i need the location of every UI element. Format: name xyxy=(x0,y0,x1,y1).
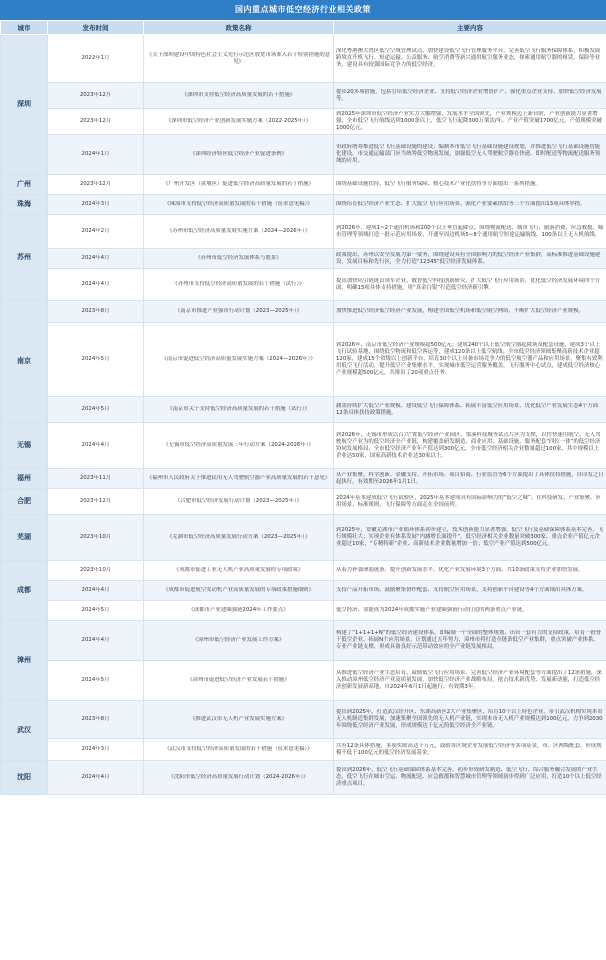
content-cell-text: 共有12条具体措施，多项奖励高达千万元，鼓励各区域企业发展低空经济等多项基金，市、区两级配套，形成规模不低于100亿元的低空经济发展基金。 xyxy=(336,742,602,756)
date-cell-text: 2023年10月 xyxy=(79,534,112,540)
city-cell: 深圳 xyxy=(1,35,48,175)
policy-name-cell xyxy=(144,269,334,301)
date-cell xyxy=(48,601,144,621)
table-row xyxy=(1,83,606,109)
policy-name-cell-text: 《成都市产业建圈强链2024年工作要点》 xyxy=(188,607,289,613)
content-cell xyxy=(334,581,606,601)
date-cell xyxy=(48,621,144,661)
policy-name-cell-text: 《福州市人民政府关于推进民用无人驾驶航空器产业高质量发展的若干意见》 xyxy=(146,475,331,481)
table-row xyxy=(1,397,606,423)
date-cell xyxy=(48,397,144,423)
city-cell: 无锡 xyxy=(1,423,48,469)
content-cell xyxy=(334,397,606,423)
policy-name-cell-text: 《南京市推进产业强市行动计划（2023—2025年）》 xyxy=(174,308,303,314)
policy-name-cell-text: 《推进武汉市无人机产业发展实施方案》 xyxy=(189,716,288,722)
table-row xyxy=(1,761,606,795)
date-cell xyxy=(48,175,144,195)
policy-name-cell xyxy=(144,249,334,269)
content-cell xyxy=(334,269,606,301)
date-cell xyxy=(48,561,144,581)
policy-name-cell-text: 《沈阳市低空经济高质量发展行动计划（2024-2026年）》 xyxy=(168,774,309,780)
policy-name-cell-text: 《深圳经济特区低空经济产业促进条例》 xyxy=(189,151,288,157)
date-cell-text: 2024年1月 xyxy=(81,151,110,157)
date-cell xyxy=(48,661,144,701)
table-row xyxy=(1,621,606,661)
city-cell: 成都 xyxy=(1,561,48,621)
date-cell xyxy=(48,269,144,301)
policy-name-cell-text: 《无锡市低空经济高质量发展三年行动方案（2024-2026年）》 xyxy=(163,442,314,448)
content-cell-text: 加快推进低空经济低空经济产业发展，构建全国低空机场和低空航空网络，不断扩大低空经济产业规模。 xyxy=(336,308,584,314)
policy-name-cell-text: 《合肥市低空经济发展行动计划（2023—2025年）》 xyxy=(174,498,303,504)
date-cell-text: 2023年12月 xyxy=(79,118,112,124)
content-cell-text: 从推进低空经济产业生态培育、鼓励低空飞行应用场景、完善低空经济产业环境配套等方面提出了12条措施，深入推动漳州低空经济产业高质量发展，加快低空经济产业战略布局，抢占技术新优势、发展新动能，打造低空经济创新发展新高地，自2024年6月1日起施行，有效期3年。 xyxy=(336,670,602,690)
table-row xyxy=(1,701,606,739)
date-cell xyxy=(48,301,144,323)
date-cell-text: 2023年12月 xyxy=(79,181,112,187)
table-row xyxy=(1,195,606,215)
content-cell-text: 提出加快培引链链首领军企业、数智低空科技创新研究、扩大低空飞行应用场景、优化低空经济发展环境四个方面，明确15项具体支持措施，用“真金白银”打造低空经济新引擎。 xyxy=(336,277,601,291)
date-cell-text: 2024年4月 xyxy=(81,774,110,780)
date-cell xyxy=(48,701,144,739)
policy-name-cell-text: 《南京市关于支持低空经济高质量发展的若干措施（试行）》 xyxy=(167,406,310,412)
table-body xyxy=(1,35,606,795)
content-cell-text: 围绕培育低空经济产业生态、扩大低空飞行应用场景、强化产业要素供给等三个方面提出13项具体举措。 xyxy=(336,201,586,207)
date-cell xyxy=(48,515,144,561)
table-row xyxy=(1,109,606,135)
date-cell xyxy=(48,195,144,215)
policy-name-cell-text: 《关于深圳建设中国特色社会主义先行示范区放宽市场准入若干特别措施的意见》 xyxy=(146,51,331,65)
content-cell xyxy=(334,739,606,761)
content-cell xyxy=(334,35,606,83)
policy-name-cell xyxy=(144,601,334,621)
policy-name-cell-text: 《漳州市低空经济产业发展工作方案》 xyxy=(192,637,285,643)
policy-name-cell xyxy=(144,761,334,795)
table-row xyxy=(1,249,606,269)
content-cell xyxy=(334,661,606,701)
date-cell-text: 2024年4月 xyxy=(81,637,110,643)
date-cell-text: 2024年4月 xyxy=(81,442,110,448)
city-cell: 福州 xyxy=(1,469,48,489)
date-cell xyxy=(48,423,144,469)
date-cell-text: 2024年3月 xyxy=(81,746,110,752)
policy-name-cell-text: 《苏州市低空经济高质量发展实施方案（2024—2026年）》 xyxy=(166,228,311,234)
content-cell xyxy=(334,249,606,269)
content-cell-text: 围绕基础设施扶持、低空飞行服务保障、核心技术产业化扶持等方面提出一系列措施。 xyxy=(336,181,541,187)
date-cell-text: 2024年3月 xyxy=(81,201,110,207)
policy-name-cell xyxy=(144,83,334,109)
content-cell xyxy=(334,109,606,135)
content-cell-text: 低空经济、氢能成为2024年成都实施产业建圈强链行动打造的两条重点产业链。 xyxy=(336,607,528,613)
content-cell xyxy=(334,423,606,469)
policy-name-cell xyxy=(144,621,334,661)
content-cell-text: 支持产品开拓市场、鼓励聚集协作配套、支持航空应用场景，支持创新平台建设等4个方面细出具体方案。 xyxy=(336,587,588,593)
date-cell xyxy=(48,109,144,135)
date-cell xyxy=(48,739,144,761)
table-row xyxy=(1,601,606,621)
policy-name-cell xyxy=(144,195,334,215)
content-cell-text: 到2026年，建成1~2个通用机场和200个以上垂直起降点；围绕物流配送、城市飞行、旅游消费、应急救援、城市管理等领域打造一批示范应用场景，开通至周边机场5~8个通用航空短途运输航线、100条以上无人机航线。 xyxy=(336,224,604,238)
policy-name-cell xyxy=(144,175,334,195)
city-cell: 芜湖 xyxy=(1,515,48,561)
content-cell xyxy=(334,83,606,109)
policy-name-cell xyxy=(144,661,334,701)
content-cell-text: 到2025年深圳市低空经济产业实力大幅增强，发展水平全国领先，产业规模迈上新台阶，产业创新能力显著增强，全市低空飞行航线达到1000条以上，低空飞行起降300万架次/年，产业产值突破1700亿元，产值规模突破1000亿元。 xyxy=(336,111,602,131)
content-cell xyxy=(334,621,606,661)
content-cell xyxy=(334,489,606,515)
city-cell: 珠海 xyxy=(1,195,48,215)
table-row xyxy=(1,269,606,301)
date-cell xyxy=(48,83,144,109)
table-row xyxy=(1,561,606,581)
policy-name-cell-text: 《漳州市促进低空经济产业发展若干措施》 xyxy=(187,677,290,683)
policy-name-cell xyxy=(144,701,334,739)
page-title: 国内重点城市低空经济行业相关政策 xyxy=(0,0,606,20)
policy-table xyxy=(0,20,606,795)
policy-name-cell xyxy=(144,135,334,175)
table-header-row xyxy=(1,21,606,35)
date-cell xyxy=(48,469,144,489)
date-cell-text: 2023年11月 xyxy=(79,475,112,481)
policy-name-cell xyxy=(144,423,334,469)
header-content: 主要内容 xyxy=(334,21,606,35)
table-row xyxy=(1,515,606,561)
policy-name-cell-text: 《成都市促进工业无人机产业高质量发展的专项政策》 xyxy=(173,567,304,573)
content-cell-text: 提出到2025年，打造武汉经开区、东湖高新区2大产业集聚区，培育10个以上特色企业，带引武汉机构实现本市无人机制造集群发展，加速集聚全国领先的无人机产业链，实现本市无人机产业规模达到100亿元，力争到2030年围绕低空经济产业发展，形成规模达千亿元的低空经济全产业链。 xyxy=(336,709,603,729)
date-cell xyxy=(48,35,144,83)
content-cell-text: 政策提出，苏州以安全发展为第一要务，围绕建设具有全国影响力的低空经济产业集群，高标准推进基础设施建设，发展目标和先行区，全力打造“12345”低空经济发展体系。 xyxy=(336,251,601,265)
policy-name-cell xyxy=(144,397,334,423)
date-cell xyxy=(48,581,144,601)
table-row xyxy=(1,135,606,175)
date-cell xyxy=(48,135,144,175)
date-cell-text: 2024年5月 xyxy=(81,356,110,362)
table-row xyxy=(1,323,606,397)
content-cell xyxy=(334,215,606,249)
content-cell xyxy=(334,601,606,621)
table-row xyxy=(1,35,606,83)
table-row xyxy=(1,489,606,515)
policy-name-cell-text: 《深圳市支持低空经济高质量发展的若干措施》 xyxy=(181,92,296,98)
policy-name-cell xyxy=(144,215,334,249)
city-cell: 合肥 xyxy=(1,489,48,515)
policy-name-cell xyxy=(144,109,334,135)
content-cell-text: 2024年基本建成低空飞行试验区，2025年基本建成具有国际影响力的“低空之城”；在科技研发、产业集聚、应用场景、标准规则、飞行保障等方面走在全国前列。 xyxy=(336,494,601,508)
table-row xyxy=(1,469,606,489)
date-cell xyxy=(48,215,144,249)
content-cell xyxy=(334,135,606,175)
date-cell-text: 2023年8月 xyxy=(81,308,110,314)
policy-name-cell-text: 《广州开发区（黄埔区）促进低空经济高质量发展的若干措施》 xyxy=(163,181,314,187)
date-cell-text: 2024年4月 xyxy=(81,255,110,261)
policy-name-cell-text: 《武汉市支持低空经济高质量发展的若干措施（征求意见稿）》 xyxy=(164,746,313,752)
table-row xyxy=(1,581,606,601)
date-cell-text: 2024年5月 xyxy=(81,607,110,613)
date-cell-text: 2023年12月 xyxy=(79,92,112,98)
policy-name-cell xyxy=(144,323,334,397)
policy-name-cell-text: 《珠海市支持低空经济高质量发展的若干措施（征求意见稿）》 xyxy=(164,201,313,207)
content-cell-text: 从着力补强薄弱链条、提升创新发展水平、优化产业发展环境3个方面，共10条政策支持企业加快发展。 xyxy=(336,567,584,573)
content-cell xyxy=(334,195,606,215)
content-cell-text: 提出到2026年，低空飞行基础保障体系基本完善，初步形成研发制造、低空飞行、综合服务融合发展的产业生态，低空飞行在城市空运、物流配送、应急救援和智慧城市管理等领域初步得到广泛应用，打造10个以上低空经济重点项目。 xyxy=(336,767,602,787)
date-cell xyxy=(48,323,144,397)
city-cell: 南京 xyxy=(1,301,48,423)
city-cell: 武汉 xyxy=(1,701,48,761)
table-row xyxy=(1,215,606,249)
policy-name-cell xyxy=(144,515,334,561)
date-cell-text: 2024年4月 xyxy=(81,587,110,593)
table-row xyxy=(1,739,606,761)
content-cell-text: 构建了“1+1+1+N”的低空经济建设体系，即编制一个全面的整体规划，出台一套有力的支持政策，培育一批骨干低空企业、拓展N个应用场景，计划通过五年努力，漳州市将打造全链条低空产业集群，重点突破产业体系、专业产业链支撑，形成具备良好示范带动效应的全产业链发展格局。 xyxy=(336,630,602,650)
content-cell-text: 提出20多项措施，包括引培低空经济企业、支持低空经济企业增资扩产、强化重点企业支持、加快低空经济发展等。 xyxy=(336,88,602,102)
content-cell xyxy=(334,561,606,581)
table-row xyxy=(1,423,606,469)
policy-name-cell xyxy=(144,739,334,761)
content-cell-text: 市政府统筹推进低空飞行基础设施的建设；编制本市低空飞行基础设施建设规划，并推进低空飞行基础设施智能化建设。市交通运输部门应当统筹低空物流发展，加强低空无人驾驶航空器在快递、即时配送等物流配送服务领域的应用。 xyxy=(336,144,601,164)
policy-name-cell xyxy=(144,35,334,83)
date-cell xyxy=(48,489,144,515)
table-row xyxy=(1,301,606,323)
date-cell-text: 2024年2月 xyxy=(81,228,110,234)
city-cell: 苏州 xyxy=(1,215,48,301)
content-cell-text: 到2026年，南京市低空经济产业规模超500亿元；建成240个以上低空航空器起降场及配套设施，建成3个以上飞行试验基地，围绕低空物流和低空客运等，建成120条以上低空航线；全市低空经济领域集聚高新技术企业超120家，建成15个省级以上创新平台，培育30个以上具备市场竞争力的低空航空器产品和应用场景，聚集有效利用低空飞行活动，提升低空产业集聚水平，实现城市低空运营服务覆盖，飞行服务中心试点，建成低空经济核心产业规模超500亿元，共推出了20项重点任务。 xyxy=(336,342,603,376)
date-cell xyxy=(48,249,144,269)
table-row xyxy=(1,175,606,195)
header-date: 发布时间 xyxy=(48,21,144,35)
content-cell-text: 到2025年，安徽芜湖市产业循环体系初步建立，技术创新能力显著增强，低空飞行及基础保障体系基本完善，飞行规模壮大；实现企业有体系发展“内涵增长面提升”，低空经济相关企业数量突破300家，重点企业产值亿元企业超过10家，“专精特新”企业、高新技术企业数量增加一倍；低空产业产值达到500亿元。 xyxy=(336,527,604,547)
policy-name-cell-text: 《深圳市低空经济产业创新发展实施方案（2022-2025年）》 xyxy=(165,118,312,124)
date-cell-text: 2024年4月 xyxy=(81,281,110,287)
policy-name-cell-text: 《苏州市低空经济发展体系与愿景》 xyxy=(195,255,282,261)
content-cell xyxy=(334,175,606,195)
content-cell xyxy=(334,761,606,795)
city-cell: 漳州 xyxy=(1,621,48,701)
policy-name-cell xyxy=(144,489,334,515)
policy-name-cell-text: 《南京市促进低空经济高质量发展实施方案（2024—2026年）》 xyxy=(161,356,316,362)
content-cell-text: 到2026年，无锡市形成以百兴“置低空经济产业园区、梁溪科技城等试点片区为支撑，以件快速用航空、无人驾驶航空产业为的低空经济全产业链，构建覆盖研发制造、商业应用、基础设施、服务配套“四位一体”的低空经济协同发展格局，全市低空经济产业年产值达到300亿元，全市低空经济相关企业数量超过100家，其中规模以上企业达50家，国家高新技术企业达30家以上。 xyxy=(336,431,601,459)
date-cell-text: 2024年5月 xyxy=(81,406,110,412)
date-cell-text: 2023年10月 xyxy=(79,567,112,573)
content-cell xyxy=(334,301,606,323)
content-cell-text: 涵盖持续扩大低空产业规模、建设低空飞行保障体系、拓展丰富低空应用场景、优化低空产业发展生态4个方面12条具体扶持政策措施。 xyxy=(336,402,599,416)
date-cell-text: 2023年12月 xyxy=(79,498,112,504)
table-row xyxy=(1,661,606,701)
policy-name-cell-text: 《成都市促进航空发动机产业高质量发展的专项政策措施细则》 xyxy=(163,587,314,593)
city-cell: 广州 xyxy=(1,175,48,195)
date-cell-text: 2022年1月 xyxy=(81,55,110,61)
policy-name-cell xyxy=(144,581,334,601)
content-cell xyxy=(334,323,606,397)
header-city: 城市 xyxy=(1,21,48,35)
content-cell xyxy=(334,701,606,739)
date-cell xyxy=(48,761,144,795)
date-cell-text: 2023年8月 xyxy=(81,716,110,722)
policy-name-cell-text: 《芜湖市低空经济高质量发展行动方案（2023—2025年）》 xyxy=(166,534,311,540)
content-cell xyxy=(334,469,606,489)
policy-name-cell-text: 《苏州市支持低空经济高质量发展的若干措施（试行）》 xyxy=(172,281,305,287)
policy-name-cell xyxy=(144,469,334,489)
date-cell-text: 2024年5月 xyxy=(81,677,110,683)
header-policy-name: 政策名称 xyxy=(144,21,334,35)
city-cell: 沈阳 xyxy=(1,761,48,795)
policy-name-cell xyxy=(144,561,334,581)
policy-name-cell xyxy=(144,301,334,323)
content-cell-text: 从产业集聚、科学创新、金融支持、开拓市场、项目招商、行业监管等6个方面提出了具体扶持措施，自印发之日起执行，有效期至2026年1月1日。 xyxy=(336,471,604,485)
content-cell xyxy=(334,515,606,561)
content-cell-text: 深化粤港澳大湾区低空空域管理试点，加快建设低空飞行管理服务平台，完善低空飞行服务保障体系，积极发展跨境直升机飞行、短途运输、公益服务、航空消费等新兴通用航空服务业态，探索通用航空器的租赁、保险等业务，建设具有较强国际竞争力的低空经济。 xyxy=(336,48,601,68)
